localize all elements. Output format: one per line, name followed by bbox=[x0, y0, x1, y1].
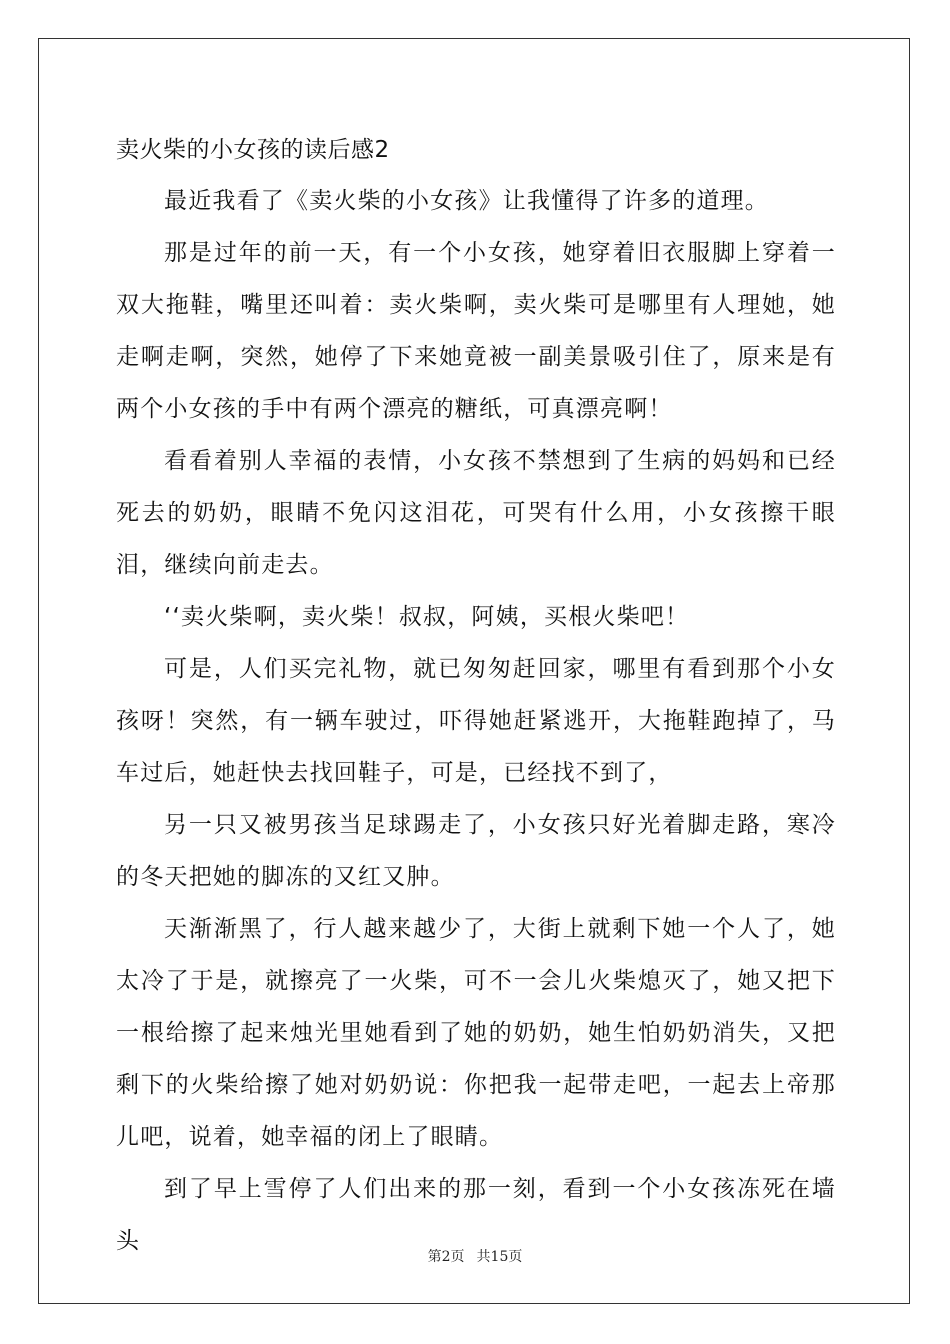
paragraph-6: 另一只又被男孩当足球踢走了，小女孩只好光着脚走路，寒冷的冬天把她的脚冻的又红又肿。 bbox=[116, 812, 836, 890]
page-number: 第2页 bbox=[427, 1249, 465, 1265]
paragraph-8: 到了早上雪停了人们出来的那一刻，看到一个小女孩冻死在墙头 bbox=[116, 1176, 836, 1254]
paragraph-5: 可是，人们买完礼物，就已匆匆赶回家，哪里有看到那个小女孩呀！突然，有一辆车驶过，吓得她赶紧逃开，大拖鞋跑掉了，马车过后，她赶快去找回鞋子，可是，已经找不到了， bbox=[116, 656, 836, 786]
paragraph-2: 那是过年的前一天，有一个小女孩，她穿着旧衣服脚上穿着一双大拖鞋，嘴里还叫着：卖火柴啊，卖火柴可是哪里有人理她，她走啊走啊，突然，她停了下来她竟被一副美景吸引住了，原来是有两个小女孩的手中有两个漂亮的糖纸，可真漂亮啊！ bbox=[116, 240, 836, 422]
paragraph-4: ‘‘卖火柴啊，卖火柴！叔叔，阿姨，买根火柴吧！ bbox=[164, 604, 690, 630]
page-footer bbox=[0, 1246, 950, 1266]
paragraph-1: 最近我看了《卖火柴的小女孩》让我懂得了许多的道理。 bbox=[164, 188, 769, 214]
document-body bbox=[116, 126, 836, 1267]
document-title: 卖火柴的小女孩的读后感2 bbox=[116, 137, 390, 163]
paragraph-3: 看看着别人幸福的表情，小女孩不禁想到了生病的妈妈和已经死去的奶奶，眼睛不免闪这泪花，可哭有什么用，小女孩擦干眼泪，继续向前走去。 bbox=[116, 448, 836, 578]
paragraph-7: 天渐渐黑了，行人越来越少了，大街上就剩下她一个人了，她太冷了于是，就擦亮了一火柴，可不一会儿火柴熄灭了，她又把下一根给擦了起来烛光里她看到了她的奶奶，她生怕奶奶消失，又把剩下的火柴给擦了她对奶奶说：你把我一起带走吧，一起去上帝那儿吧，说着，她幸福的闭上了眼睛。 bbox=[116, 916, 836, 1150]
page-total: 共15页 bbox=[476, 1249, 523, 1265]
